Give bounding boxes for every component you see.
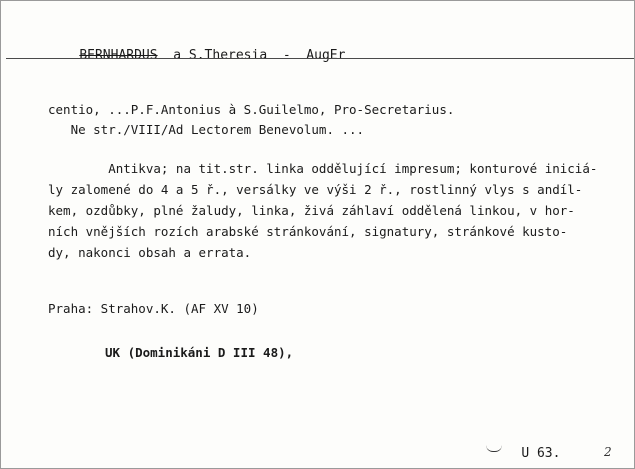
location-line: Praha: Strahov.K. (AF XV 10) [48,301,259,316]
heading-author-name: BERNHARDUS [79,48,158,63]
body-line-1: centio, ...P.F.Antonius à S.Guilelmo, Pro-Secretarius. [48,102,455,117]
shelfmark-line: UK (Dominikáni D III 48), [105,345,294,360]
card-heading [48,32,345,80]
heading-title-subject: a S.Theresia - AugEr [157,48,346,63]
signature-text: U 63. [521,446,561,461]
description-line-2: ly zalomené do 4 a 5 ř., versálky ve výši 2 ř., rostlinný vlys s andíl- [48,182,583,197]
signature-scribble-icon [486,445,502,452]
description-line-4: ních vnějších rozích arabské stránkování, signatury, stránkové kusto- [48,224,568,239]
body-line-2: Ne str./VIII/Ad Lectorem Benevolum. ... [48,122,365,137]
description-line-3: kem, ozdůbky, plné žaludy, linka, živá záhlaví oddělená linkou, v hor- [48,203,575,218]
description-line-1: Antikva; na tit.str. linka oddělující impresum; konturové iniciá- [48,161,598,176]
page-number: 2 [604,445,612,459]
heading-divider [6,58,634,59]
description-line-5: dy, nakonci obsah a errata. [48,245,252,260]
signature-mark [490,431,560,469]
